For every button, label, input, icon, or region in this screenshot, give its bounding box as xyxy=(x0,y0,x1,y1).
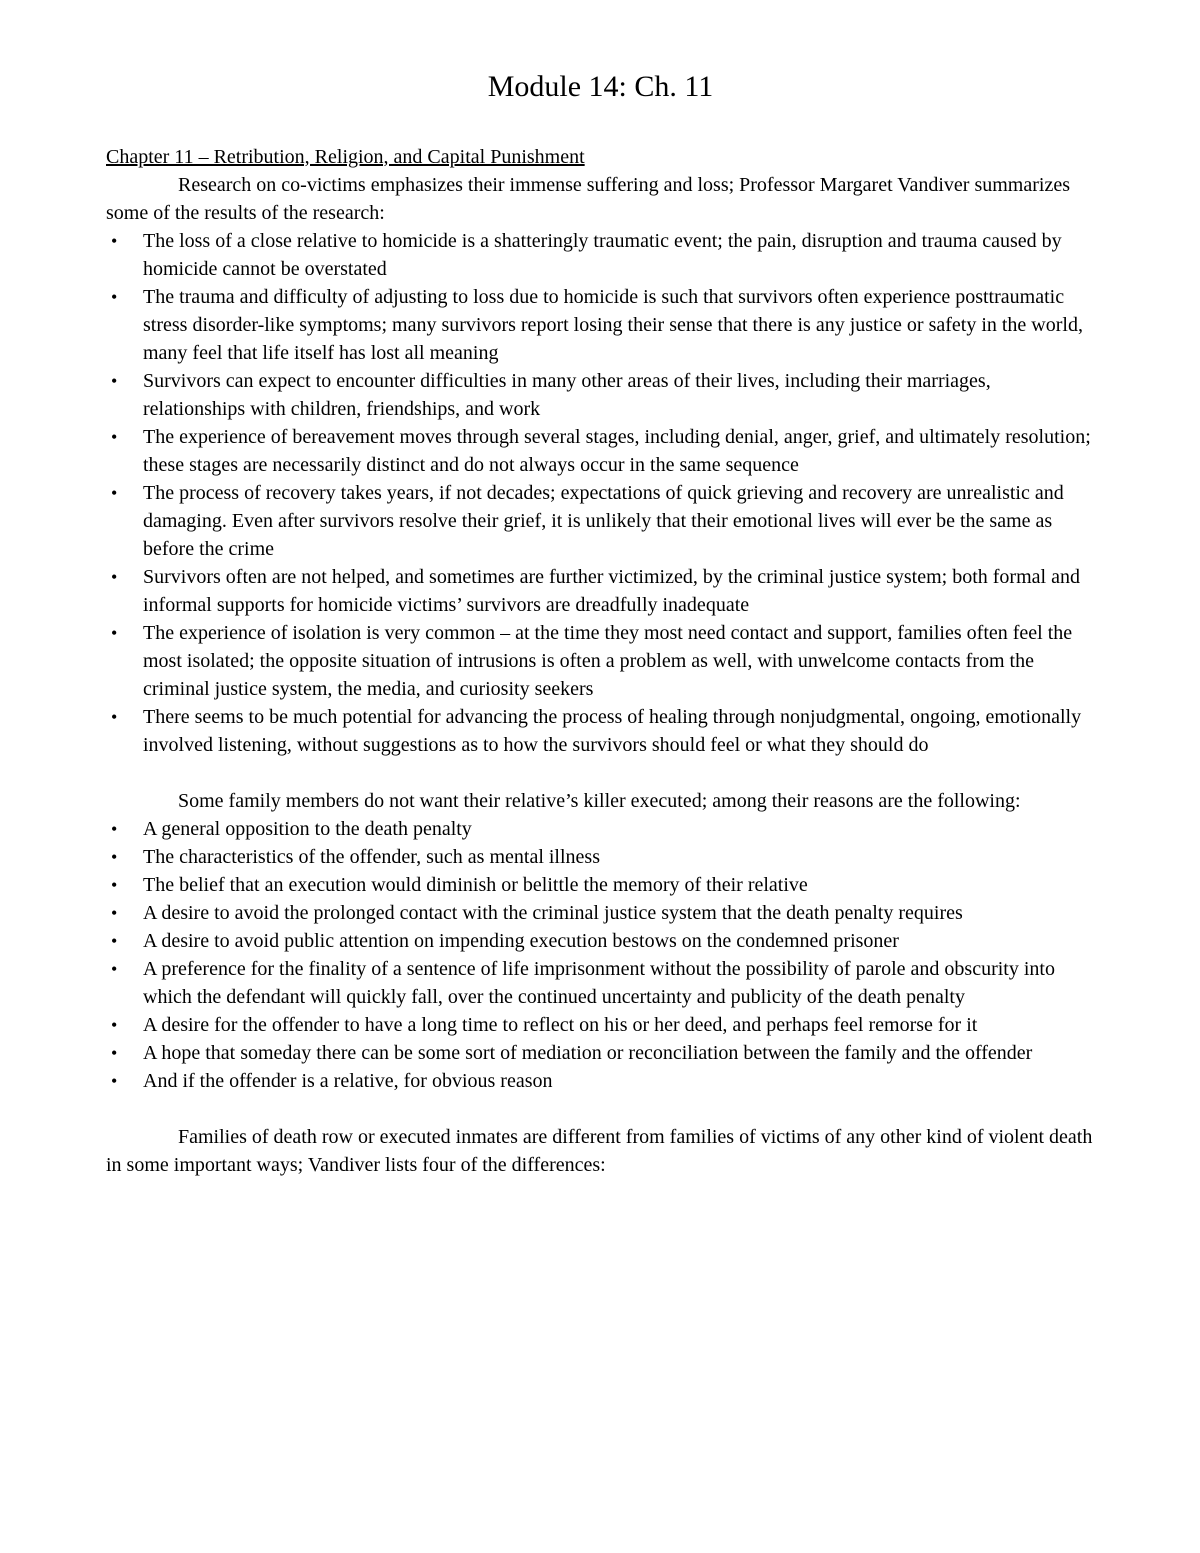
list-item-text: A desire to avoid the prolonged contact with the criminal justice system that the death penalty requires xyxy=(143,901,963,924)
bullet-icon: • xyxy=(111,846,118,867)
list-item-text: Survivors often are not helped, and sometimes are further victimized, by the criminal justice system; both formal and informal supports for homicide victims’ survivors are dreadfully inadequate xyxy=(143,565,1080,616)
list-item-text: Survivors can expect to encounter difficulties in many other areas of their lives, including their marriages, relationships with children, friendships, and work xyxy=(143,369,991,420)
list-item xyxy=(106,227,1095,283)
list-item xyxy=(106,479,1095,563)
reasons-list xyxy=(106,815,1095,1095)
bullet-icon: • xyxy=(111,426,118,447)
bullet-icon: • xyxy=(111,482,118,503)
list-item-text: A desire to avoid public attention on impending execution bestows on the condemned prisoner xyxy=(143,929,899,952)
list-item-text: The characteristics of the offender, such as mental illness xyxy=(143,845,600,868)
intro-paragraph: Research on co-victims emphasizes their immense suffering and loss; Professor Margaret Vandiver summarizes some of the results of the research: xyxy=(106,173,1070,224)
list-item xyxy=(106,367,1095,423)
death-row-families-paragraph: Families of death row or executed inmates are different from families of victims of any other kind of violent death in some important ways; Vandiver lists four of the differences: xyxy=(106,1125,1093,1176)
bullet-icon: • xyxy=(111,874,118,895)
list-item-text: There seems to be much potential for advancing the process of healing through nonjudgmental, ongoing, emotionally involved listening, without suggestions as to how the survivors should feel or what they should do xyxy=(143,705,1082,756)
bullet-icon: • xyxy=(111,958,118,979)
list-item-text: A hope that someday there can be some sort of mediation or reconciliation between the family and the offender xyxy=(143,1041,1033,1064)
bullet-icon: • xyxy=(111,1042,118,1063)
list-item-text: A desire for the offender to have a long time to reflect on his or her deed, and perhaps feel remorse for it xyxy=(143,1013,978,1036)
list-item-text: The experience of bereavement moves through several stages, including denial, anger, grief, and ultimately resolution; these stages are necessarily distinct and do not always occur in the same sequence xyxy=(143,425,1091,476)
list-item xyxy=(106,815,1095,843)
list-item xyxy=(106,283,1095,367)
list-item-text: The belief that an execution would diminish or belittle the memory of their relative xyxy=(143,873,808,896)
bullet-icon: • xyxy=(111,902,118,923)
family-members-paragraph: Some family members do not want their relative’s killer executed; among their reasons are the following: xyxy=(178,789,1021,812)
list-item-text: A preference for the finality of a sentence of life imprisonment without the possibility of parole and obscurity into which the defendant will quickly fall, over the continued uncertainty and publicity of the death penalty xyxy=(143,957,1055,1008)
list-item xyxy=(106,955,1095,1011)
list-item xyxy=(106,843,1095,871)
list-item xyxy=(106,703,1095,759)
page-title: Module 14: Ch. 11 xyxy=(487,70,714,103)
bullet-icon: • xyxy=(111,930,118,951)
list-item xyxy=(106,1039,1095,1067)
bullet-icon: • xyxy=(111,818,118,839)
list-item xyxy=(106,927,1095,955)
bullet-icon: • xyxy=(111,566,118,587)
list-item xyxy=(106,1067,1095,1095)
bullet-icon: • xyxy=(111,706,118,727)
list-item xyxy=(106,871,1095,899)
list-item xyxy=(106,563,1095,619)
list-item-text: The experience of isolation is very common – at the time they most need contact and support, families often feel the most isolated; the opposite situation of intrusions is often a problem as well, with unwelcome contacts from the criminal justice system, the media, and curiosity seekers xyxy=(143,621,1073,700)
bullet-icon: • xyxy=(111,286,118,307)
bullet-icon: • xyxy=(111,230,118,251)
list-item xyxy=(106,899,1095,927)
list-item-text: A general opposition to the death penalty xyxy=(143,817,472,840)
list-item-text: The process of recovery takes years, if not decades; expectations of quick grieving and recovery are unrealistic and damaging. Even after survivors resolve their grief, it is unlikely that their emotional lives will ever be the same as before the crime xyxy=(143,481,1064,560)
list-item-text: The trauma and difficulty of adjusting to loss due to homicide is such that survivors often experience posttraumatic stress disorder-like symptoms; many survivors report losing their sense that there is any justice or safety in the world, many feel that life itself has lost all meaning xyxy=(143,285,1083,364)
list-item xyxy=(106,1011,1095,1039)
bullet-icon: • xyxy=(111,1014,118,1035)
list-item-text: The loss of a close relative to homicide is a shatteringly traumatic event; the pain, disruption and trauma caused by homicide cannot be overstated xyxy=(143,229,1062,280)
bullet-icon: • xyxy=(111,370,118,391)
bullet-icon: • xyxy=(111,1070,118,1091)
list-item-text: And if the offender is a relative, for obvious reason xyxy=(143,1069,553,1092)
list-item xyxy=(106,619,1095,703)
covictims-research-list xyxy=(106,227,1095,759)
bullet-icon: • xyxy=(111,622,118,643)
list-item xyxy=(106,423,1095,479)
chapter-heading: Chapter 11 – Retribution, Religion, and Capital Punishment xyxy=(106,145,585,168)
